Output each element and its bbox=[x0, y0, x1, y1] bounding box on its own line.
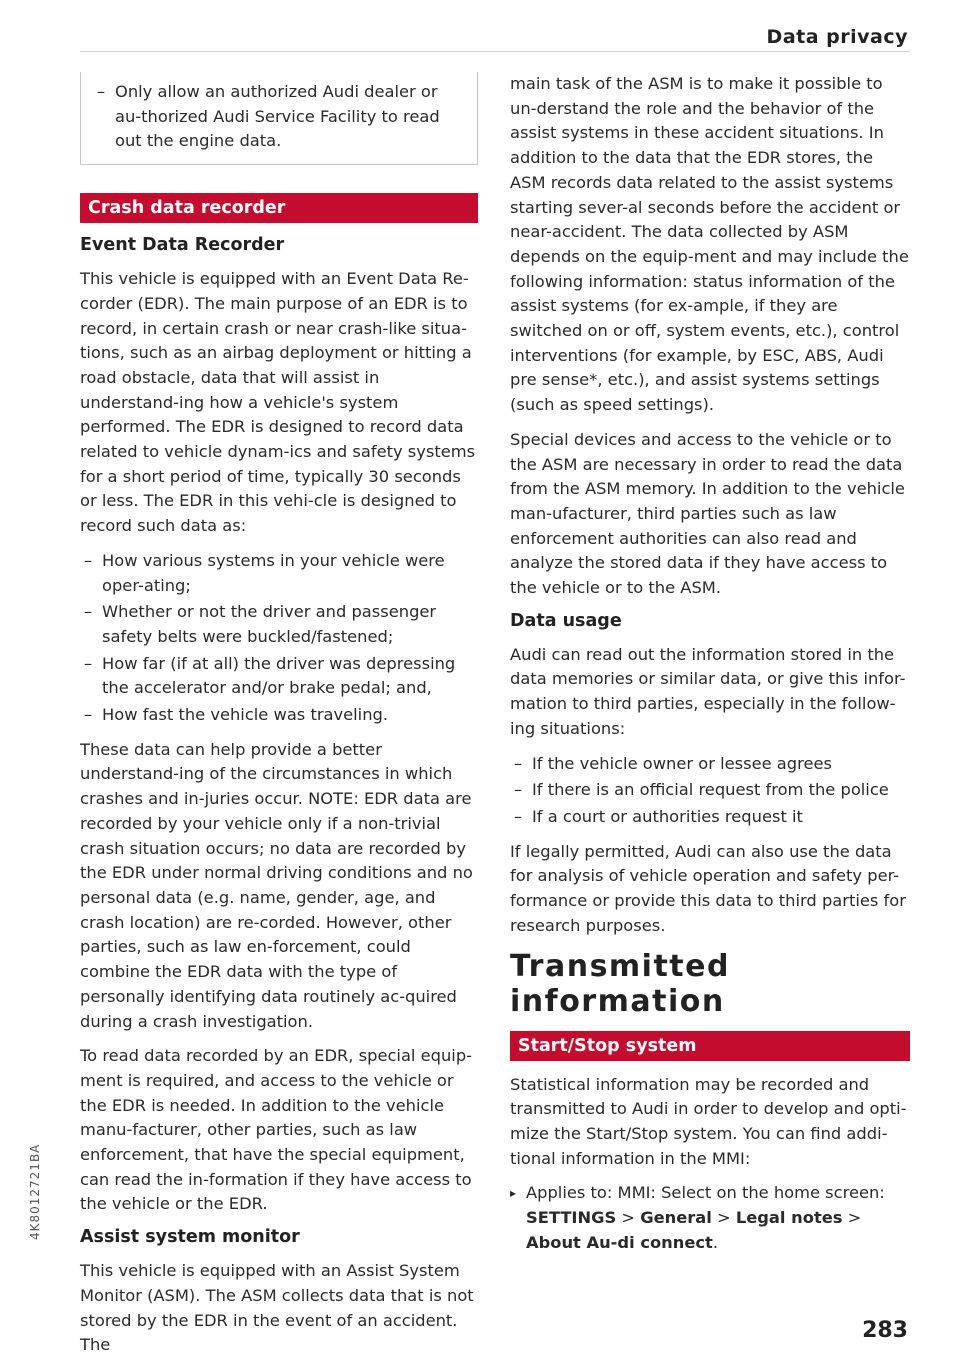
edr-heading: Event Data Recorder bbox=[80, 235, 285, 256]
engine-data-note bbox=[80, 72, 478, 165]
data-usage-heading: Data usage bbox=[510, 610, 622, 631]
asm-paragraph-2: Special devices and access to the vehicle or to the ASM are necessary in order to read the data from the ASM memory. In addition to the vehicle man-ufacturer, third parties such as law enforcement authorities can also read and analyze the stored data if they have access to the vehicle or to the ASM. bbox=[510, 429, 905, 598]
list-item: – How fast the vehicle was traveling. bbox=[80, 703, 478, 728]
usage-paragraph-2: If legally permitted, Audi can also use the data for analysis of vehicle operation and safety per-formance or provide this data to third parties for research purposes. bbox=[510, 841, 906, 935]
start-stop-paragraph: Statistical information may be recorded and transmitted to Audi in order to develop and opti-mize the Start/Stop system. You can find addi-tional information in the MMI: bbox=[510, 1074, 907, 1168]
header-divider bbox=[80, 51, 910, 52]
start-stop-banner: Start/Stop system bbox=[510, 1031, 910, 1061]
left-column bbox=[80, 72, 478, 1368]
asm-paragraph-1: This vehicle is equipped with an Assist System Monitor (ASM). The ASM collects data that is not stored by the EDR in the event of an accident. The bbox=[80, 1261, 474, 1355]
asm-paragraph-1-continued: main task of the ASM is to make it possible to un-derstand the role and the behavior of the assist systems in these accident situations. In addition to the data that the EDR stores, the ASM records data related to the assist systems starting sever-al seconds before the accident or near-accident. The data collected by ASM depends on the equip-ment and may include the following information: status information of the assist systems (for ex-ample, if they are switched on or off, system events, etc.), control interventions (for example, by ESC, ABS, Audi pre sense*, etc.), and assist systems settings (such as speed settings). bbox=[510, 74, 909, 415]
path-separator: > bbox=[842, 1208, 862, 1228]
menu-path-settings: SETTINGS bbox=[526, 1208, 617, 1228]
note-list bbox=[93, 80, 465, 154]
crash-data-recorder-banner: Crash data recorder bbox=[80, 193, 478, 223]
list-item: – Whether or not the driver and passenger safety belts were buckled/fastened; bbox=[80, 600, 478, 649]
transmitted-information-heading: Transmitted information bbox=[510, 948, 730, 1019]
step-prefix: Applies to: MMI: Select on the home screen: bbox=[526, 1183, 885, 1203]
mmi-instruction-step bbox=[510, 1181, 910, 1255]
edr-list bbox=[80, 549, 478, 728]
list-item: – If a court or authorities request it bbox=[510, 805, 910, 830]
note-item: – Only allow an authorized Audi dealer or au-thorized Audi Service Facility to read out the engine data. bbox=[93, 80, 465, 154]
list-item: – If there is an official request from the police bbox=[510, 778, 910, 803]
right-column bbox=[510, 72, 910, 1255]
list-item: – How far (if at all) the driver was depressing the accelerator and/or brake pedal; and, bbox=[80, 652, 478, 701]
path-separator: > bbox=[711, 1208, 736, 1228]
page-header-title: Data privacy bbox=[766, 26, 908, 48]
list-item: – How various systems in your vehicle were oper-ating; bbox=[80, 549, 478, 598]
step-end: . bbox=[712, 1232, 719, 1252]
menu-path-general: General bbox=[640, 1208, 712, 1228]
list-item: – If the vehicle owner or lessee agrees bbox=[510, 752, 910, 777]
asm-heading: Assist system monitor bbox=[80, 1227, 300, 1248]
path-separator: > bbox=[616, 1208, 641, 1228]
menu-path-about-audi-connect: About Au-di connect bbox=[526, 1232, 713, 1252]
menu-path-legal-notes: Legal notes bbox=[735, 1208, 843, 1228]
edr-paragraph-2: These data can help provide a better understand-ing of the circumstances in which crashes and in-juries occur. NOTE: EDR data are recorded by your vehicle only if a non-trivial crash situation occurs; no data are recorded by the EDR under normal driving conditions and no personal data (e.g. name, gender, age, and crash location) are re-corded. However, other parties, such as law en-forcement, could combine the EDR data with the type of personally identifying data routinely ac-quired during a crash investigation. bbox=[80, 739, 473, 1031]
edr-paragraph-3: To read data recorded by an EDR, special equip-ment is required, and access to the vehicle or the EDR is needed. In addition to the vehicle manu-facturer, other parties, such as law enforcement, that have the special equipment, can read the in-formation if they have access to the vehicle or the EDR. bbox=[80, 1046, 473, 1214]
usage-list bbox=[510, 752, 910, 830]
edr-paragraph-1: This vehicle is equipped with an Event Data Re-corder (EDR). The main purpose of an EDR is to record, in certain crash or near crash-like situa-tions, such as an airbag deployment or hitting a road obstacle, data that will assist in understand-ing how a vehicle's system performed. The EDR is designed to record data related to vehicle dynam-ics and safety systems for a short period of time, typically 30 seconds or less. The EDR in this vehi-cle is designed to record such data as: bbox=[80, 269, 476, 536]
step-arrow-icon: ▸ bbox=[510, 1186, 517, 1201]
page-number: 283 bbox=[862, 1318, 908, 1343]
document-code: 4K8012721BA bbox=[28, 1143, 42, 1240]
usage-paragraph-1: Audi can read out the information stored in the data memories or similar data, or give this infor-mation to third parties, especially in the follow-ing situations: bbox=[510, 644, 906, 738]
